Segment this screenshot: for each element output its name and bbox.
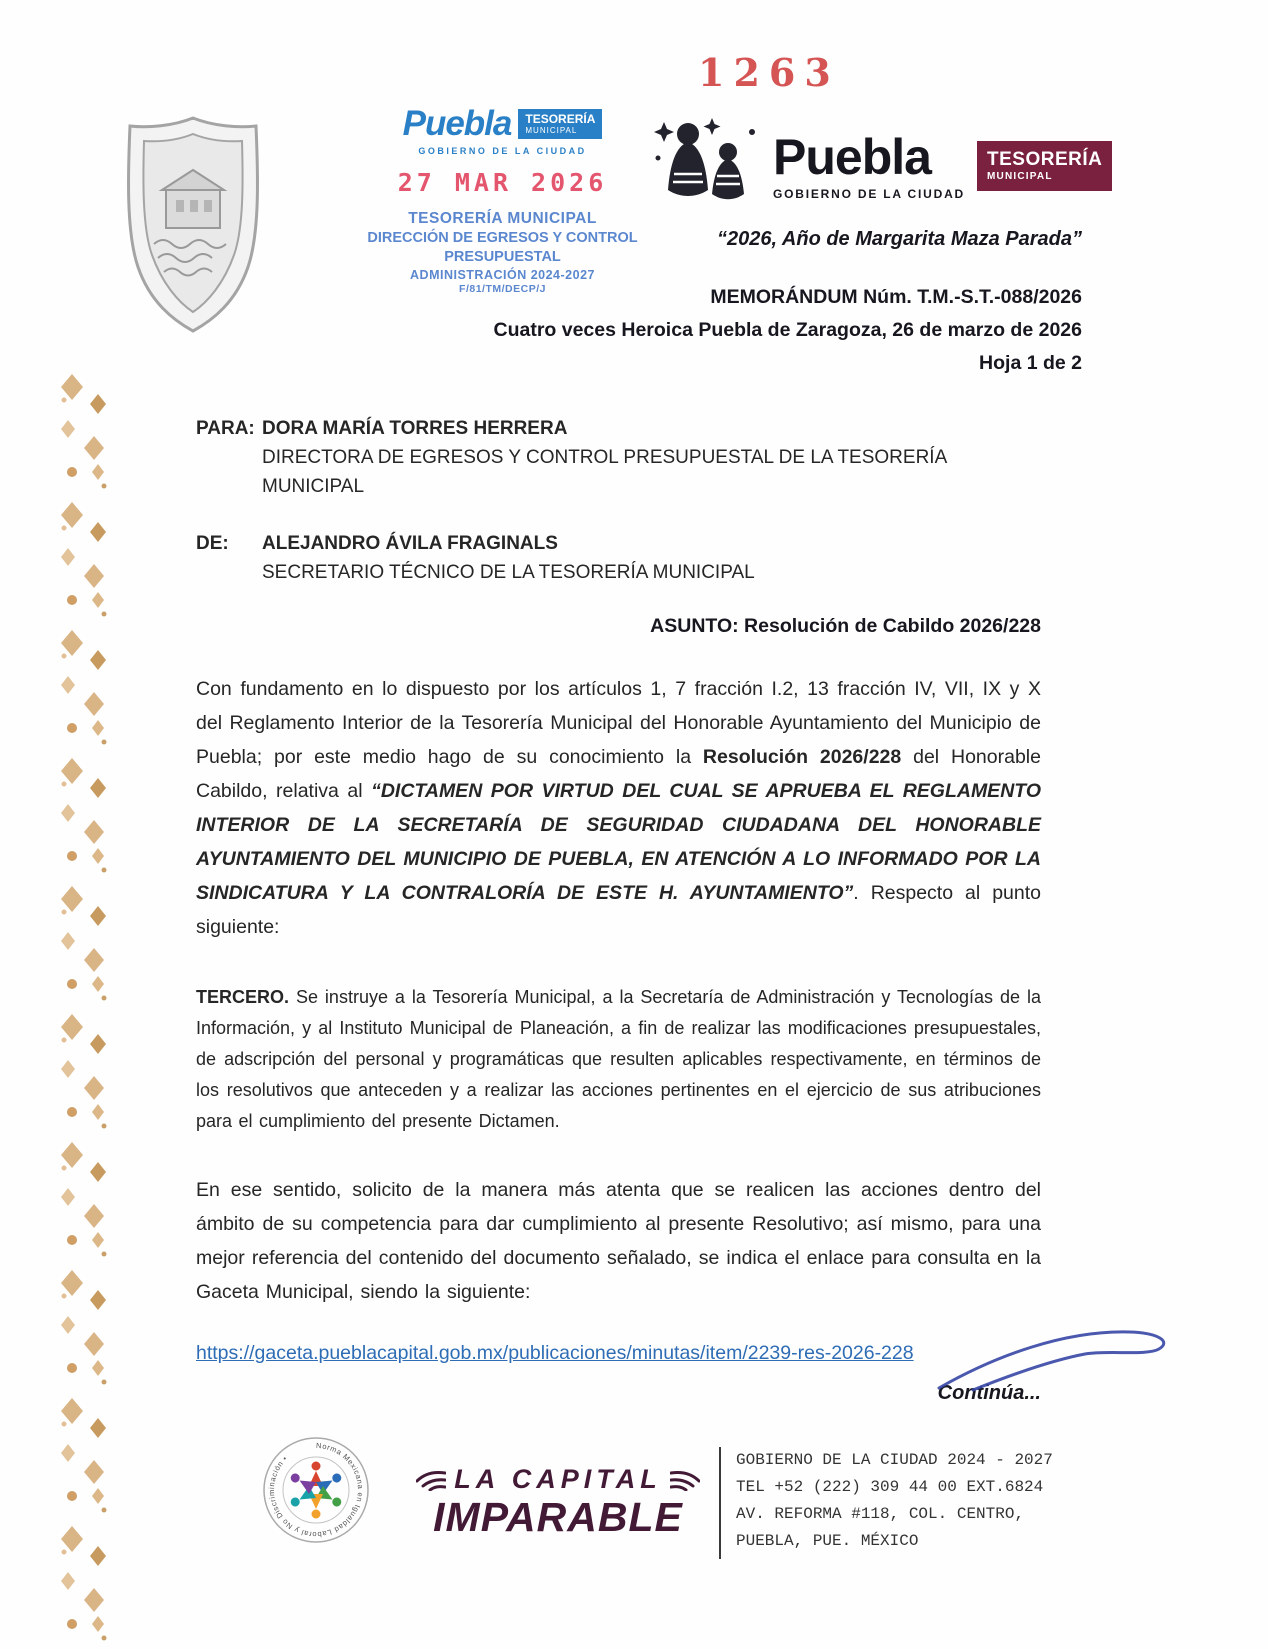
letter-body <box>196 414 1041 1405</box>
signature-squiggle <box>935 1316 1175 1406</box>
body-paragraph-2 <box>196 982 1041 1137</box>
ornament-strip <box>52 368 116 1649</box>
crest-watermark-icon <box>118 112 268 337</box>
capital-line2: IMPARABLE <box>433 1494 683 1540</box>
de-label: DE: <box>196 533 229 554</box>
logo-sub-text: GOBIERNO DE LA CIUDAD <box>773 186 966 201</box>
gaceta-link[interactable]: https://gaceta.pueblacapital.gob.mx/publicaciones/minutas/item/2239-res-2026-228 <box>196 1342 914 1364</box>
p1-text3: . Respecto al punto siguiente: <box>196 882 1042 938</box>
p2-text: Se instruye a la Tesorería Municipal, a la Secretaría de Administración y Tecnologías de la Información, y al Instituto Municipal de Planeación, a fin de realizar las modificaciones presupuestales, de adscripción del personal y programáticas que resulten aplicables respectivamente, en términos de los resolutivos que anteceden y a realizar las acciones pertinentes en el ejercicio de sus atribuciones para el cumplimiento del presente Dictamen. <box>196 987 1041 1131</box>
la-capital-imparable-logo <box>402 1464 714 1540</box>
tercero-label: TERCERO. <box>196 987 290 1007</box>
wing-left-icon <box>416 1469 446 1491</box>
place-and-date: Cuatro veces Heroica Puebla de Zaragoza, 26 de marzo de 2026 <box>493 319 1082 341</box>
capital-line1: LA CAPITAL <box>454 1464 662 1494</box>
stamp-line: F/81/TM/DECP/J <box>459 283 546 296</box>
footer-contact-block <box>736 1447 1053 1555</box>
footer-divider <box>719 1447 721 1559</box>
stamp-line: PRESUPUESTAL <box>444 248 561 265</box>
continua-label: Continúa... <box>937 1382 1041 1404</box>
stamp-gobierno-text: GOBIERNO DE LA CIUDAD <box>418 146 587 156</box>
footer-line: TEL +52 (222) 309 44 00 EXT.6824 <box>736 1478 1044 1496</box>
p1-text: Con fundamento en lo dispuesto por los artículos 1, 7 fracción I.2, 13 fracción IV, VII, IX y X del Reglamento Interior de la Tesorería Municipal del Honorable Ayuntamiento del Municipio de Puebla; por este medio hago de su conocimiento la <box>196 678 1041 768</box>
stamp-brand-box <box>518 109 602 140</box>
recipient-block <box>196 414 1041 501</box>
received-date-stamp: 27 MAR 2026 <box>397 168 608 197</box>
year-motto: “2026, Año de Margarita Maza Parada” <box>717 228 1082 250</box>
recipient-title: DIRECTORA DE EGRESOS Y CONTROL PRESUPUESTAL DE LA TESORERÍA MUNICIPAL <box>262 447 947 497</box>
sender-title: SECRETARIO TÉCNICO DE LA TESORERÍA MUNICIPAL <box>262 562 755 583</box>
svg-text:Norma Mexicana en Igualdad Lab <box>267 1441 365 1539</box>
gaceta-link-wrap <box>196 1337 1041 1370</box>
sender-block <box>196 529 1041 587</box>
talavera-figures-icon <box>650 112 765 220</box>
stamp-logo <box>335 104 670 144</box>
p1-dictamen-quote: “DICTAMEN POR VIRTUD DEL CUAL SE APRUEBA EL REGLAMENTO INTERIOR DE LA SECRETARÍA DE SEGURIDAD CIUDADANA DEL HONORABLE AYUNTAMIENTO DEL MUNICIPIO DE PUEBLA, EN ATENCIÓN A LO INFORMADO POR LA SINDICATURA Y LA CONTRALORÍA DE ESTE H. AYUNTAMIENTO” <box>196 780 1041 904</box>
memo-number: MEMORÁNDUM Núm. T.M.-S.T.-088/2026 <box>710 286 1082 308</box>
para-label: PARA: <box>196 418 255 439</box>
footer-line: AV. REFORMA #118, COL. CENTRO, <box>736 1505 1025 1523</box>
stamp-box-line2: MUNICIPAL <box>525 126 578 136</box>
stamp-box-line1: TESORERÍA <box>525 111 596 126</box>
footer-line: GOBIERNO DE LA CIUDAD 2024 - 2027 <box>736 1451 1053 1469</box>
stamp-brand-text: Puebla <box>402 104 512 143</box>
sender-details <box>262 529 1041 587</box>
wing-right-icon <box>670 1469 700 1491</box>
tesoreria-box-line1: TESORERÍA <box>987 149 1103 171</box>
subject-line: ASUNTO: Resolución de Cabildo 2026/228 <box>650 615 1041 637</box>
igualdad-laboral-emblem <box>262 1436 370 1544</box>
tesoreria-box-line2: MUNICIPAL <box>987 171 1053 183</box>
capital-line1-row <box>402 1464 714 1495</box>
page-indicator: Hoja 1 de 2 <box>979 352 1082 374</box>
puebla-government-logo <box>650 112 1112 220</box>
folio-number-stamp: 1263 <box>698 50 840 95</box>
body-paragraph-3: En ese sentido, solicito de la manera más atenta que se realicen las acciones dentro del ámbito de su competencia para dar cumplimiento al presente Resolutivo; así mismo, para una mejor referencia del contenido del documento señalado, se indica el enlace para consulta en la Gaceta Municipal, siendo la siguiente: <box>196 1179 1041 1303</box>
memo-header <box>493 228 1082 380</box>
stamp-line: ADMINISTRACIÓN 2024-2027 <box>410 267 595 282</box>
recipient-details <box>262 414 1041 501</box>
emblem-ring-text: Norma Mexicana en Igualdad Laboral y No Discriminación • <box>266 1440 366 1540</box>
body-paragraph-1 <box>196 672 1041 944</box>
p1-resolution-bold: Resolución 2026/228 <box>702 746 902 768</box>
tesoreria-municipal-box <box>977 141 1112 190</box>
sender-name: ALEJANDRO ÁVILA FRAGINALS <box>262 533 558 554</box>
stamp-line: DIRECCIÓN DE EGRESOS Y CONTROL <box>367 230 638 247</box>
logo-brand-text: Puebla <box>773 128 931 185</box>
recipient-name: DORA MARÍA TORRES HERRERA <box>262 418 568 439</box>
p1-text2: del Honorable Cabildo, relativa al <box>196 746 1041 802</box>
logo-text-block <box>773 128 966 201</box>
stamp-line: TESORERÍA MUNICIPAL <box>408 210 597 227</box>
emblem-figures <box>288 1462 344 1519</box>
footer-line: PUEBLA, PUE. MÉXICO <box>736 1532 919 1550</box>
